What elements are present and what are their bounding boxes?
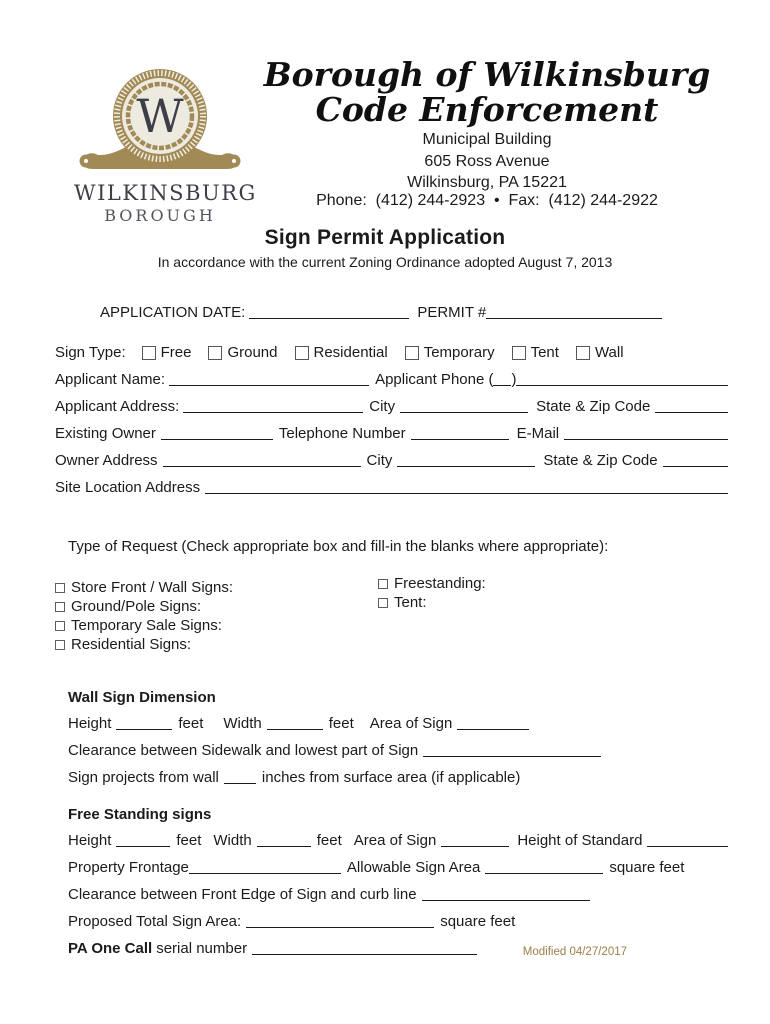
free-dimensions-row [68, 831, 728, 851]
phone-fax-line: Phone: (412) 244-2923 • Fax: (412) 244-2922 [316, 192, 658, 210]
form-title: Sign Permit Application [264, 226, 506, 249]
free-height-blank[interactable] [116, 846, 170, 847]
request-option-ground-pole[interactable] [55, 597, 233, 616]
sign-type-option-label: Free [160, 344, 192, 361]
applicant-phone-blank[interactable] [516, 385, 728, 386]
existing-owner-row [55, 424, 728, 444]
wall-projects-suffix-label: inches from surface area (if applicable) [261, 769, 521, 786]
applicant-state-zip-blank[interactable] [655, 412, 728, 413]
square-feet-label-1: square feet [609, 859, 685, 876]
sign-type-option-label: Ground [227, 344, 278, 361]
owner-state-zip-blank[interactable] [663, 466, 728, 467]
curb-clearance-label: Clearance between Front Edge of Sign and curb line [68, 886, 417, 903]
sign-type-option-temporary[interactable] [405, 343, 495, 363]
wall-dimensions-row [68, 714, 728, 734]
free-section-heading: Free Standing signs [68, 806, 212, 823]
sign-type-option-wall[interactable] [576, 343, 624, 363]
free-width-label: Width [213, 832, 252, 849]
permit-number-label: PERMIT # [417, 304, 487, 321]
request-option-residential[interactable] [55, 635, 233, 654]
owner-address-row [55, 451, 728, 471]
checkbox-wall[interactable] [576, 346, 590, 360]
seal-monogram: W [136, 89, 184, 143]
free-height-label: Height [68, 832, 112, 849]
pa-one-call-row [68, 939, 728, 959]
curb-clearance-blank[interactable] [422, 900, 590, 901]
state-zip-label: State & Zip Code [536, 398, 651, 415]
sign-type-row [55, 343, 728, 363]
sign-type-option-free[interactable] [142, 343, 192, 363]
request-option-label: Ground/Pole Signs: [71, 598, 202, 615]
applicant-address-blank[interactable] [183, 412, 363, 413]
owner-address-label: Owner Address [55, 452, 158, 469]
existing-owner-label: Existing Owner [55, 425, 156, 442]
total-sign-area-row [68, 912, 728, 932]
wall-width-label: Width [223, 715, 262, 732]
address-line-3: Wilkinsburg, PA 15221 [407, 173, 567, 191]
checkbox-storefront-wall-signs[interactable] [55, 583, 65, 593]
telephone-number-label: Telephone Number [278, 425, 406, 442]
wall-clearance-row [68, 741, 728, 761]
site-location-blank[interactable] [205, 493, 728, 494]
applicant-address-row [55, 397, 728, 417]
wall-section-heading: Wall Sign Dimension [68, 689, 216, 706]
applicant-phone-close-paren: ) [511, 371, 517, 388]
request-option-label: Residential Signs: [71, 636, 192, 653]
checkbox-free[interactable] [142, 346, 156, 360]
total-sign-area-label: Proposed Total Sign Area: [68, 913, 242, 930]
owner-city-label: City [366, 452, 393, 469]
org-title-line2: Code Enforcement [315, 89, 659, 129]
sign-type-option-label: Wall [594, 344, 624, 361]
checkbox-residential-signs[interactable] [55, 640, 65, 650]
city-label: City [369, 398, 396, 415]
sign-type-option-label: Temporary [423, 344, 495, 361]
checkbox-tent[interactable] [512, 346, 526, 360]
address-line-1: Municipal Building [422, 131, 552, 149]
checkbox-residential[interactable] [295, 346, 309, 360]
address-line-2: 605 Ross Avenue [424, 152, 550, 170]
existing-owner-blank[interactable] [161, 439, 273, 440]
sign-type-option-label: Residential [313, 344, 388, 361]
site-location-label: Site Location Address [55, 479, 201, 496]
form-subtitle: In accordance with the current Zoning Ordinance adopted August 7, 2013 [157, 254, 613, 270]
wall-width-blank[interactable] [267, 729, 323, 730]
owner-address-blank[interactable] [163, 466, 361, 467]
checkbox-ground[interactable] [208, 346, 222, 360]
checkbox-freestanding[interactable] [378, 579, 388, 589]
wall-feet-label-1: feet [178, 715, 204, 732]
request-option-storefront[interactable] [55, 578, 233, 597]
checkbox-tent-request[interactable] [378, 598, 388, 608]
free-feet-label-1: feet [176, 832, 202, 849]
sign-type-label: Sign Type: [55, 344, 126, 361]
request-option-label: Store Front / Wall Signs: [71, 579, 233, 596]
sign-type-option-ground[interactable] [208, 343, 277, 363]
request-option-freestanding[interactable] [378, 574, 486, 593]
wall-height-blank[interactable] [116, 729, 172, 730]
free-clearance-row [68, 885, 728, 905]
permit-number-blank[interactable] [486, 318, 662, 319]
request-option-temporary-sale[interactable] [55, 616, 233, 635]
applicant-phone-label: Applicant Phone ( [375, 371, 494, 388]
applicant-fields [55, 343, 728, 505]
logo-wordmark-line2: BOROUGH [104, 206, 216, 225]
sign-type-option-residential[interactable] [295, 343, 388, 363]
serial-number-label: serial number [156, 940, 248, 957]
form-title-block [0, 226, 770, 270]
borough-seal-icon [75, 58, 245, 180]
wall-area-blank[interactable] [457, 729, 529, 730]
free-area-blank[interactable] [441, 846, 509, 847]
request-options-right-column [378, 574, 486, 612]
type-of-request-heading: Type of Request (Check appropriate box and fill-in the blanks where appropriate): [68, 538, 609, 555]
free-area-label: Area of Sign [353, 832, 437, 849]
sign-type-option-label: Tent [530, 344, 559, 361]
email-label: E-Mail [516, 425, 560, 442]
free-standard-blank[interactable] [647, 846, 728, 847]
request-option-label: Freestanding: [394, 575, 486, 592]
allowable-area-label: Allowable Sign Area [346, 859, 481, 876]
free-feet-label-2: feet [316, 832, 342, 849]
applicant-phone-area-blank[interactable] [493, 385, 511, 386]
free-standard-label: Height of Standard [517, 832, 643, 849]
sign-type-option-tent[interactable] [512, 343, 559, 363]
request-options-left-column [55, 578, 233, 654]
applicant-name-label: Applicant Name: [55, 371, 166, 388]
email-blank[interactable] [564, 439, 728, 440]
total-sign-area-blank[interactable] [246, 927, 434, 928]
wall-sign-dimension-section [68, 688, 728, 795]
wilkinsburg-borough-logo [74, 58, 257, 225]
wall-area-label: Area of Sign [369, 715, 453, 732]
allowable-area-blank[interactable] [485, 873, 603, 874]
letterhead [246, 55, 728, 210]
wall-projects-blank[interactable] [224, 783, 256, 784]
checkbox-ground-pole-signs[interactable] [55, 602, 65, 612]
telephone-number-blank[interactable] [411, 439, 509, 440]
owner-state-zip-label: State & Zip Code [543, 452, 658, 469]
request-option-tent[interactable] [378, 593, 486, 612]
wall-clearance-blank[interactable] [423, 756, 601, 757]
square-feet-label-2: square feet [440, 913, 516, 930]
property-frontage-label: Property Frontage [68, 859, 189, 876]
pa-one-call-label: PA One Call [68, 940, 153, 957]
checkbox-temporary-sale-signs[interactable] [55, 621, 65, 631]
site-location-row [55, 478, 728, 498]
applicant-address-label: Applicant Address: [55, 398, 180, 415]
logo-wordmark-line1: WILKINSBURG [74, 181, 257, 205]
modified-date-note: Modified 04/27/2017 [522, 946, 627, 958]
application-date-blank[interactable] [249, 318, 409, 319]
owner-city-blank[interactable] [397, 466, 535, 467]
applicant-name-row [55, 370, 728, 390]
free-standing-signs-section [68, 805, 728, 966]
wall-projects-label: Sign projects from wall [68, 769, 219, 786]
request-option-label: Temporary Sale Signs: [71, 617, 222, 634]
pa-one-call-serial-blank[interactable] [252, 954, 477, 955]
applicant-city-blank[interactable] [400, 412, 528, 413]
org-title-line1: Borough of Wilkinsburg [263, 55, 711, 94]
wall-projection-row [68, 768, 728, 788]
request-option-label: Tent: [394, 594, 427, 611]
application-date-row [100, 303, 662, 323]
type-of-request-section [55, 538, 728, 653]
free-width-blank[interactable] [257, 846, 311, 847]
free-frontage-row [68, 858, 728, 878]
wall-feet-label-2: feet [328, 715, 354, 732]
checkbox-temporary[interactable] [405, 346, 419, 360]
property-frontage-blank[interactable] [189, 873, 341, 874]
wall-clearance-label: Clearance between Sidewalk and lowest part of Sign [68, 742, 419, 759]
applicant-name-blank[interactable] [169, 385, 369, 386]
application-date-label: APPLICATION DATE: [100, 304, 246, 321]
wall-height-label: Height [68, 715, 112, 732]
